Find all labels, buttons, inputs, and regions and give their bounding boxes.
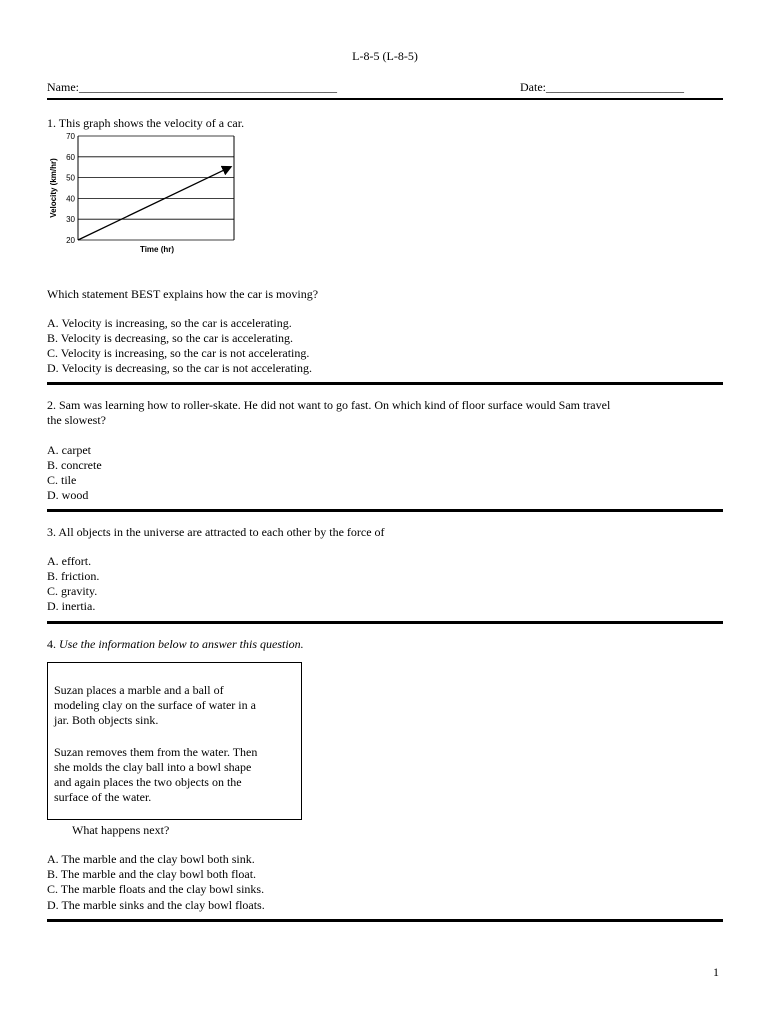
q2-option-c: C. tile <box>47 473 77 487</box>
q2-prompt-line-1: 2. Sam was learning how to roller-skate. He did not want to go fast. On which kind of floor surface would Sam travel <box>47 398 611 412</box>
q3-option-b: B. friction. <box>47 569 100 583</box>
q4-passage-box <box>47 662 302 820</box>
q4-passage-line: modeling clay on the surface of water in a <box>54 698 256 712</box>
q4-divider <box>47 919 723 922</box>
q4-passage-line: Suzan removes them from the water. Then <box>54 745 258 759</box>
q4-passage-line: jar. Both objects sink. <box>54 713 159 727</box>
q3-divider <box>47 621 723 624</box>
q1-question: Which statement BEST explains how the car is moving? <box>47 287 319 301</box>
q2-option-a: A. carpet <box>47 443 91 457</box>
q3-option-d: D. inertia. <box>47 599 96 613</box>
q1-option-c: C. Velocity is increasing, so the car is not accelerating. <box>47 346 310 360</box>
q1-option-a: A. Velocity is increasing, so the car is accelerating. <box>47 316 292 330</box>
q4-question: What happens next? <box>72 823 170 837</box>
velocity-chart <box>45 130 245 260</box>
chart-y-tick-label: 70 <box>66 132 75 141</box>
q2-option-b: B. concrete <box>47 458 102 472</box>
chart-grid <box>78 136 234 240</box>
q4-option-d: D. The marble sinks and the clay bowl floats. <box>47 898 265 912</box>
chart-y-tick-label: 50 <box>66 173 75 183</box>
q1-divider <box>47 382 723 385</box>
q3-option-c: C. gravity. <box>47 584 98 598</box>
q4-option-c: C. The marble floats and the clay bowl sinks. <box>47 882 265 896</box>
chart-y-tick-label: 20 <box>66 236 75 245</box>
q1-prompt: 1. This graph shows the velocity of a car. <box>47 116 245 130</box>
q4-instruction <box>47 637 304 652</box>
date-field-label: Date:_______________________ <box>520 80 684 94</box>
chart-xlabel: Time (hr) <box>139 245 175 254</box>
page-title: L-8-5 (L-8-5) <box>352 49 418 63</box>
page-number: 1 <box>713 965 719 979</box>
name-field-label: Name:___________________________________________ <box>47 80 337 94</box>
chart-ylabel: Velocity (km/hr) <box>49 158 58 218</box>
q4-passage-line: and again places the two objects on the <box>54 775 242 789</box>
header-divider <box>47 98 723 100</box>
q2-prompt-line-2: the slowest? <box>47 413 106 427</box>
chart-y-tick-label: 30 <box>66 215 75 225</box>
q4-passage-line: surface of the water. <box>54 790 152 804</box>
q4-passage-line: Suzan places a marble and a ball of <box>54 683 224 697</box>
q4-option-a: A. The marble and the clay bowl both sink. <box>47 852 255 866</box>
chart-y-tick-label: 40 <box>66 194 75 204</box>
velocity-series-line <box>78 167 230 240</box>
q3-option-a: A. effort. <box>47 554 92 568</box>
q2-divider <box>47 509 723 512</box>
q1-option-b: B. Velocity is decreasing, so the car is accelerating. <box>47 331 294 345</box>
chart-y-ticks <box>66 132 75 245</box>
q3-prompt: 3. All objects in the universe are attracted to each other by the force of <box>47 525 385 539</box>
q4-option-b: B. The marble and the clay bowl both float. <box>47 867 257 881</box>
q2-option-d: D. wood <box>47 488 89 502</box>
q1-option-d: D. Velocity is decreasing, so the car is not accelerating. <box>47 361 313 375</box>
q4-passage-line: she molds the clay ball into a bowl shape <box>54 760 252 774</box>
q4-number: 4. <box>47 637 56 651</box>
q4-instruction-text: Use the information below to answer this question. <box>59 637 304 651</box>
chart-y-tick-label: 60 <box>66 152 75 162</box>
